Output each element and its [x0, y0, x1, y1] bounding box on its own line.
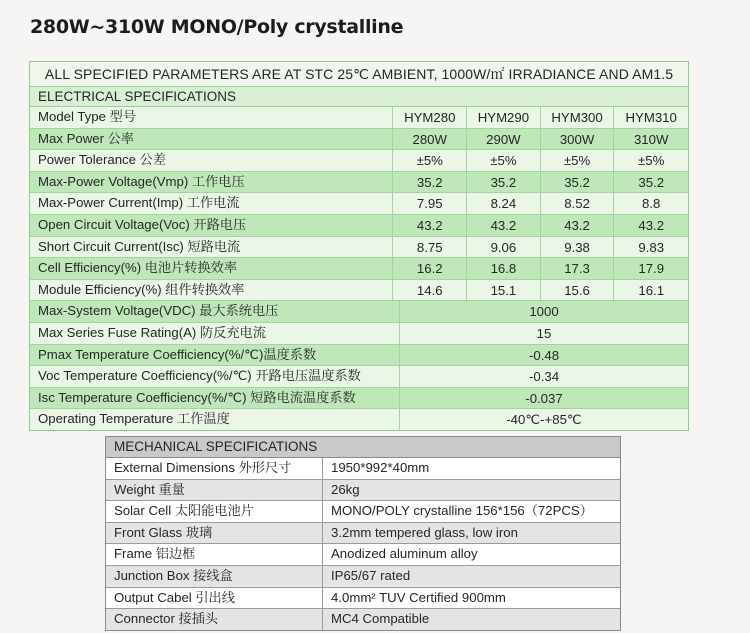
- row-label: Max-Power Voltage(Vmp) 工作电压: [30, 172, 393, 193]
- row-label: Connector 接插头: [106, 609, 323, 630]
- row-label: Operating Temperature 工作温度: [30, 409, 400, 430]
- stc-conditions-header: ALL SPECIFIED PARAMETERS ARE AT STC 25℃ AMBIENT, 1000W/㎡ IRRADIANCE AND AM1.5: [30, 62, 688, 87]
- row-value: ±5%: [541, 150, 615, 171]
- table-row: [106, 501, 620, 523]
- row-label: Max Series Fuse Rating(A) 防反充电流: [30, 323, 400, 344]
- row-value: -0.34: [528, 369, 560, 385]
- row-value: 8.75: [393, 237, 467, 258]
- table-row: [30, 258, 688, 280]
- row-value: 35.2: [638, 174, 665, 190]
- row-value: 15: [536, 325, 552, 341]
- row-label: Solar Cell 太阳能电池片: [106, 501, 323, 522]
- table-row: [30, 129, 688, 151]
- row-label: Weight 重量: [106, 480, 323, 501]
- row-value: 9.06: [467, 237, 541, 258]
- row-value: 3.2mm tempered glass, low iron: [331, 524, 518, 540]
- row-value: -0.48: [528, 347, 560, 363]
- table-row: [106, 588, 620, 610]
- row-value: 43.2: [541, 215, 615, 236]
- row-value: ±5%: [393, 150, 467, 171]
- row-label: Short Circuit Current(Isc) 短路电流: [30, 237, 393, 258]
- row-value: 1000: [529, 304, 559, 320]
- row-value: 43.2: [638, 217, 665, 233]
- row-label: Model Type 型号: [30, 107, 393, 128]
- row-label: Power Tolerance 公差: [30, 150, 393, 171]
- row-value: 7.95: [393, 193, 467, 214]
- row-value: 8.8: [642, 196, 661, 212]
- table-row: [30, 409, 688, 430]
- row-label: External Dimensions 外形尺寸: [106, 458, 323, 479]
- row-value: 15.6: [541, 280, 615, 301]
- row-label: Pmax Temperature Coefficiency(%/℃)温度系数: [30, 345, 400, 366]
- row-value: ±5%: [638, 153, 665, 169]
- row-value: 8.52: [541, 193, 615, 214]
- row-value: 280W: [393, 129, 467, 150]
- row-value: 43.2: [393, 215, 467, 236]
- table-row: [30, 345, 688, 367]
- row-value: Anodized aluminum alloy: [331, 546, 478, 562]
- row-value: 310W: [633, 131, 669, 147]
- row-value: HYM310: [625, 110, 677, 125]
- table-row: [106, 566, 620, 588]
- row-value: HYM290: [467, 107, 541, 128]
- table-row: [106, 523, 620, 545]
- electrical-specifications-heading: ELECTRICAL SPECIFICATIONS: [30, 87, 688, 107]
- mechanical-rows: [106, 458, 620, 630]
- row-value: 16.1: [638, 282, 665, 298]
- row-value: 35.2: [541, 172, 615, 193]
- table-row: [30, 366, 688, 388]
- row-label: Max-System Voltage(VDC) 最大系统电压: [30, 301, 400, 322]
- table-row: [106, 609, 620, 630]
- table-row: [30, 388, 688, 410]
- row-label: Max Power 公率: [30, 129, 393, 150]
- table-row: [30, 280, 688, 302]
- table-row: [30, 172, 688, 194]
- mechanical-specifications-table: [105, 436, 621, 631]
- row-value: 8.24: [467, 193, 541, 214]
- electrical-specifications-table: [29, 61, 689, 431]
- row-value: 300W: [541, 129, 615, 150]
- row-value: 14.6: [393, 280, 467, 301]
- electrical-rows: [30, 107, 688, 430]
- row-label: Front Glass 玻璃: [106, 523, 323, 544]
- table-row: [30, 150, 688, 172]
- row-value: HYM280: [393, 107, 467, 128]
- mechanical-specifications-heading: MECHANICAL SPECIFICATIONS: [106, 437, 620, 458]
- row-value: 43.2: [467, 215, 541, 236]
- table-row: [30, 237, 688, 259]
- row-label: Open Circuit Voltage(Voc) 开路电压: [30, 215, 393, 236]
- row-label: Cell Efficiency(%) 电池片转换效率: [30, 258, 393, 279]
- row-value: IP65/67 rated: [331, 567, 411, 583]
- row-value: 16.8: [467, 258, 541, 279]
- row-value: HYM300: [541, 107, 615, 128]
- row-label: Output Cabel 引出线: [106, 588, 323, 609]
- row-label: Voc Temperature Coefficiency(%/℃) 开路电压温度系数: [30, 366, 400, 387]
- table-row: [30, 193, 688, 215]
- row-value: 35.2: [393, 172, 467, 193]
- table-row: [30, 301, 688, 323]
- row-label: Isc Temperature Coefficiency(%/℃) 短路电流温度系数: [30, 388, 400, 409]
- row-value: 26kg: [331, 481, 360, 497]
- row-value: 1950*992*40mm: [331, 460, 430, 475]
- row-label: Module Efficiency(%) 组件转换效率: [30, 280, 393, 301]
- row-value: 290W: [467, 129, 541, 150]
- row-value: 4.0mm² TUV Certified 900mm: [331, 589, 506, 605]
- table-row: [106, 544, 620, 566]
- row-value: MC4 Compatible: [331, 611, 430, 627]
- row-value: ±5%: [467, 150, 541, 171]
- row-value: 17.3: [541, 258, 615, 279]
- row-value: 15.1: [467, 280, 541, 301]
- table-row: [30, 323, 688, 345]
- row-value: 16.2: [393, 258, 467, 279]
- row-value: 35.2: [467, 172, 541, 193]
- table-row: [106, 458, 620, 480]
- row-label: Junction Box 接线盒: [106, 566, 323, 587]
- table-row: [106, 480, 620, 502]
- table-row: [30, 107, 688, 129]
- row-value: -40℃-+85℃: [506, 412, 582, 428]
- row-value: 17.9: [638, 261, 665, 277]
- table-row: [30, 215, 688, 237]
- row-label: Max-Power Current(Imp) 工作电流: [30, 193, 393, 214]
- row-value: MONO/POLY crystalline 156*156（72PCS）: [331, 503, 593, 519]
- row-value: -0.037: [525, 390, 563, 406]
- page-title: 280W~310W MONO/Poly crystalline: [30, 16, 404, 38]
- row-value: 9.38: [541, 237, 615, 258]
- row-value: 9.83: [638, 239, 665, 255]
- row-label: Frame 铝边框: [106, 544, 323, 565]
